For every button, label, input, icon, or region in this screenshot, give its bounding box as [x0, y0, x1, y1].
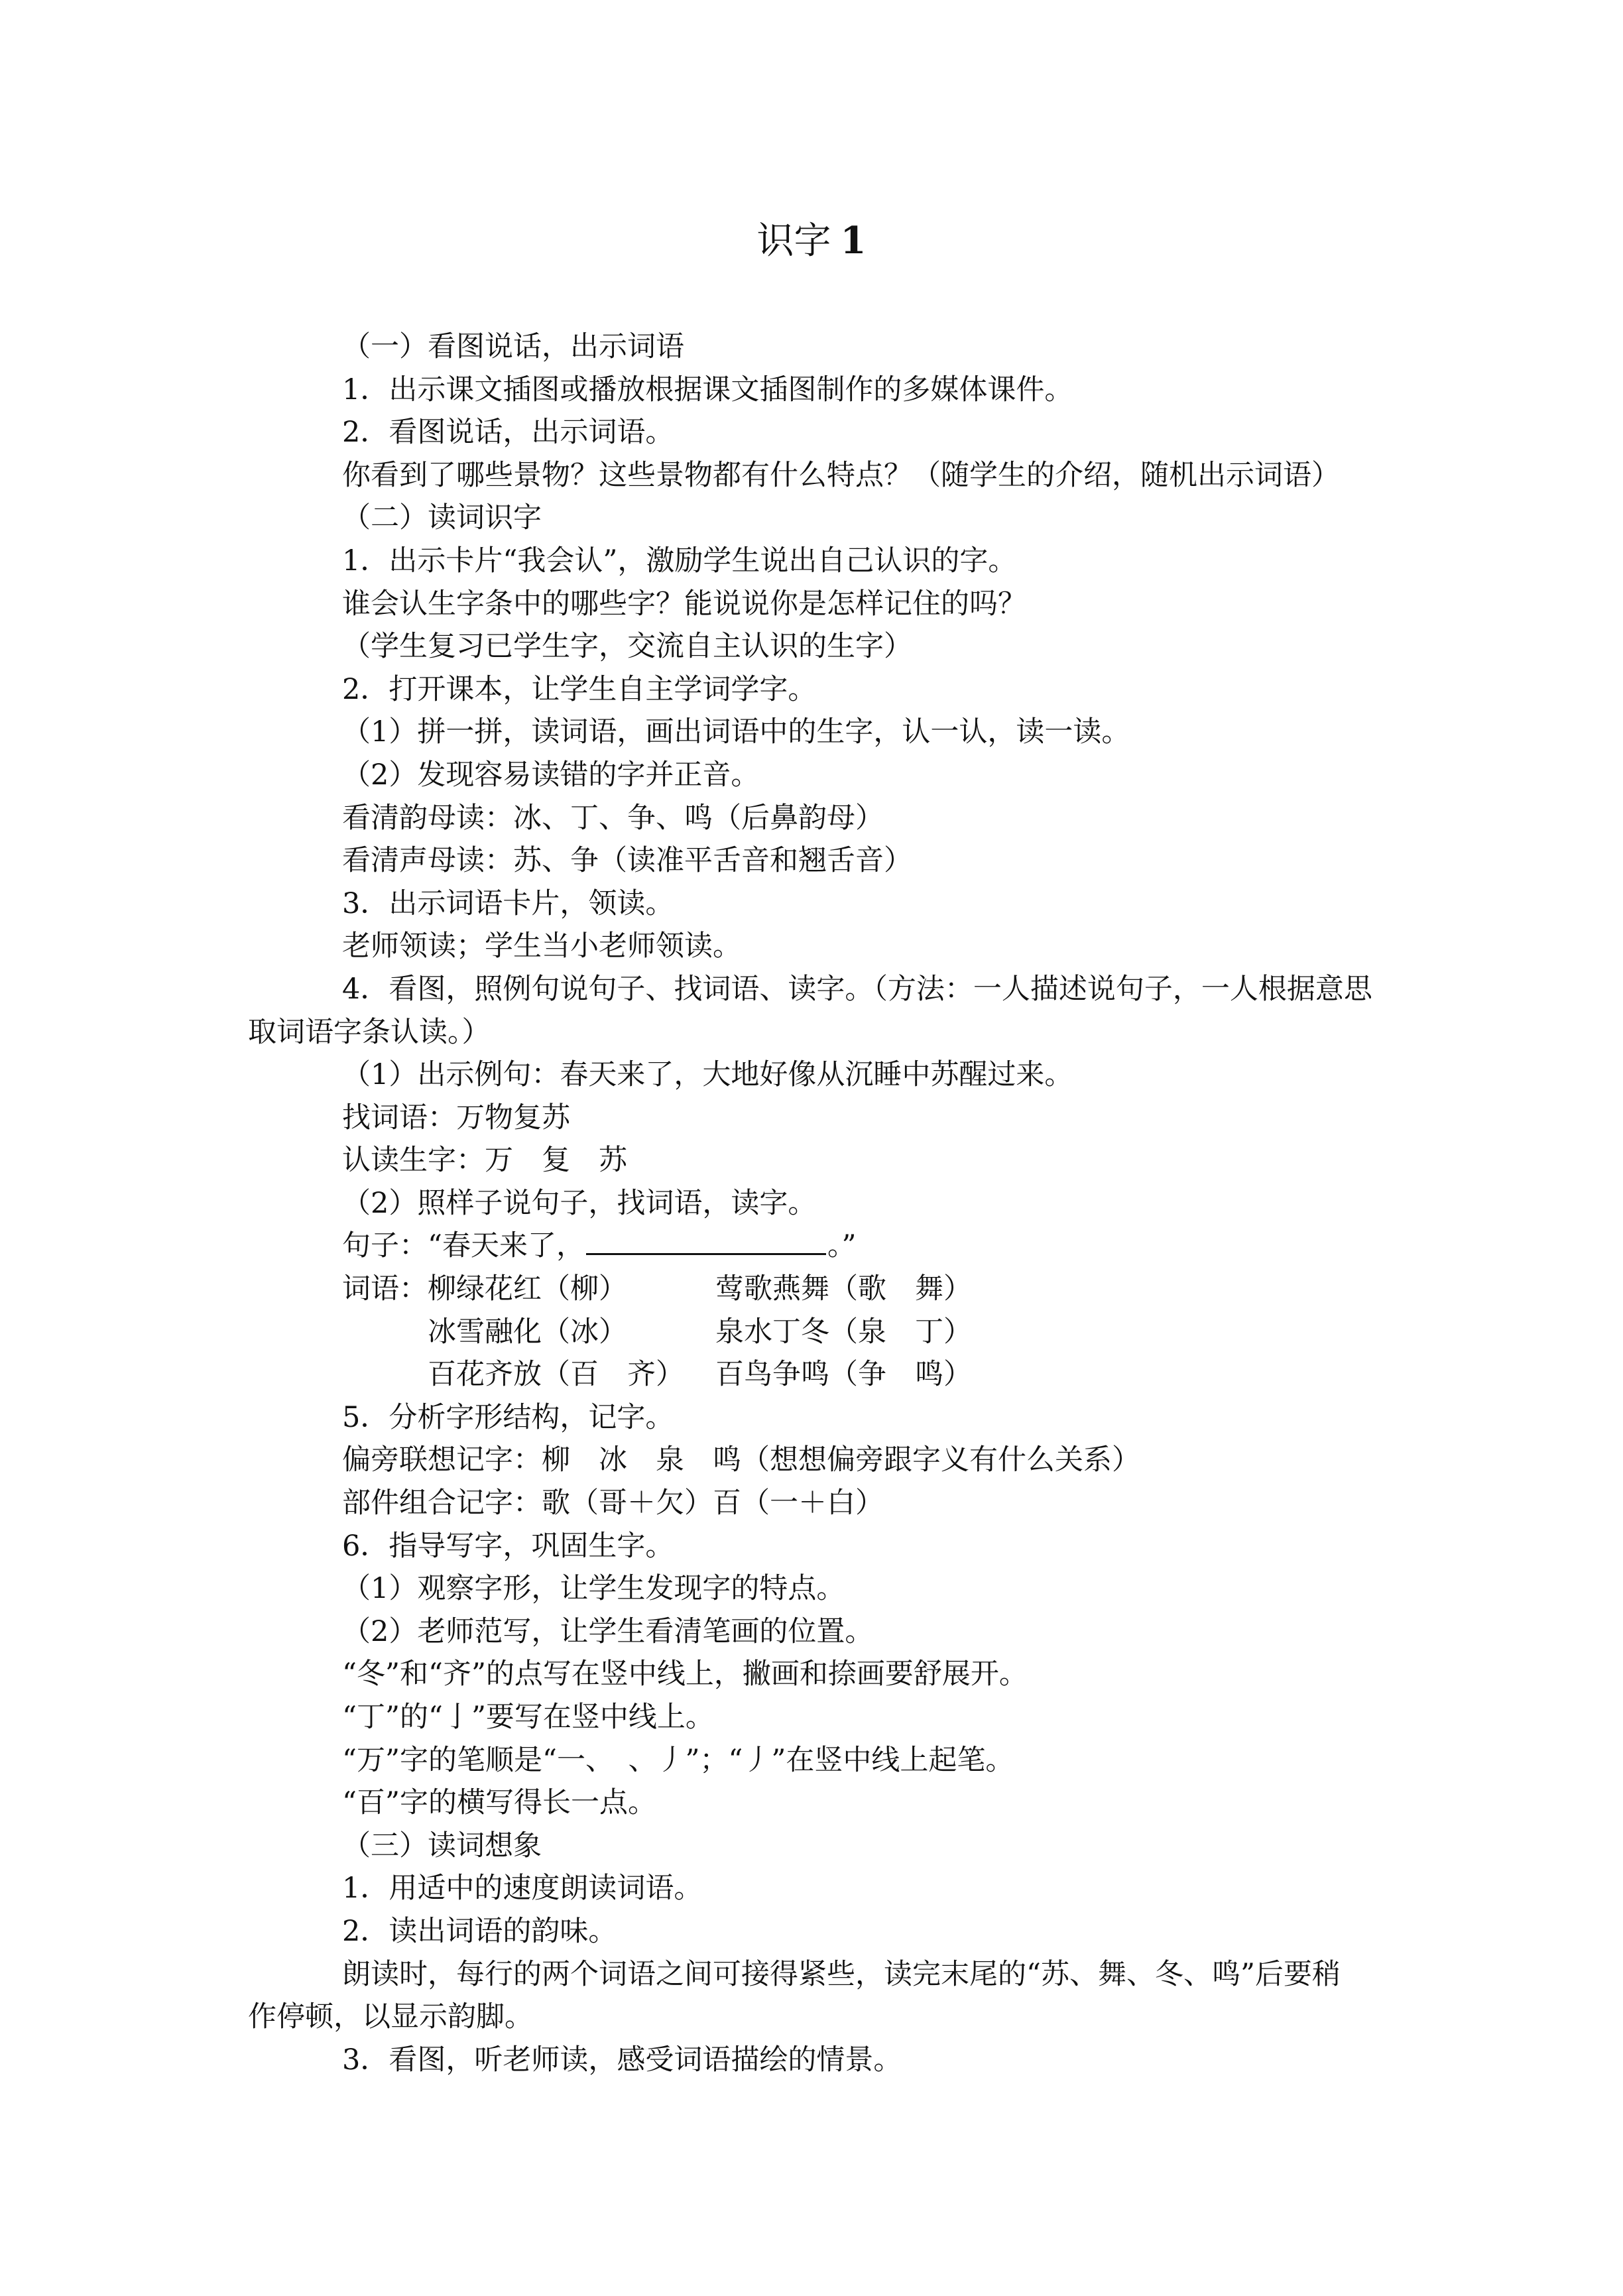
text-line: “万”字的笔顺是“一、 、丿”；“丿”在竖中线上起笔。 — [342, 1743, 1014, 1777]
text-line: 看清韵母读：冰、丁、争、鸣（后鼻韵母） — [342, 801, 884, 835]
text-line: 2．读出词语的韵味。 — [342, 1914, 617, 1948]
word-item: 百鸟争鸣（争 鸣） — [715, 1358, 972, 1392]
section-heading: （二）读词识字 — [342, 501, 542, 535]
text-line: （2）老师范写，让学生看清笔画的位置。 — [342, 1614, 874, 1648]
section-heading: （一）看图说话，出示词语 — [342, 330, 684, 363]
sentence-suffix: 。” — [827, 1229, 857, 1263]
text-line: 朗读时，每行的两个词语之间可接得紧些，读完末尾的“苏、舞、冬、鸣”后要稍 — [342, 1957, 1341, 1991]
text-line: 1．用适中的速度朗读词语。 — [342, 1872, 703, 1905]
word-item: 柳绿花红（柳） — [428, 1272, 627, 1306]
text-line: “百”字的横写得长一点。 — [342, 1786, 656, 1820]
text-line: 部件组合记字：歌（哥＋欠）百（一＋白） — [342, 1486, 884, 1520]
text-line: 2．看图说话，出示词语。 — [342, 416, 674, 450]
text-line: （1）拼一拼，读词语，画出词语中的生字，认一认，读一读。 — [342, 715, 1130, 749]
text-line: 1．出示课文插图或播放根据课文插图制作的多媒体课件。 — [342, 373, 1073, 406]
word-item: 百花齐放（百 齐） — [428, 1358, 684, 1392]
word-row — [248, 1353, 1415, 1396]
text-line: 你看到了哪些景物？这些景物都有什么特点？（随学生的介绍，随机出示词语） — [342, 458, 1340, 492]
text-line: 6．指导写字，巩固生字。 — [342, 1529, 674, 1563]
text-line: （1）观察字形，让学生发现字的特点。 — [342, 1572, 845, 1606]
document-body — [248, 326, 1415, 2081]
word-row — [248, 1268, 1415, 1311]
text-line-continued: 取词语字条认读。） — [248, 1015, 491, 1049]
title-label: 识字 — [756, 219, 831, 263]
text-line-continued: 作停顿，以显示韵脚。 — [248, 2000, 533, 2034]
page-title — [0, 217, 1623, 264]
section-heading: （三）读词想象 — [342, 1829, 542, 1862]
text-line: 认读生字：万 复 苏 — [342, 1144, 627, 1178]
text-line: 3．看图，听老师读，感受词语描绘的情景。 — [342, 2043, 902, 2077]
text-line: 看清声母读：苏、争（读准平舌音和翘舌音） — [342, 844, 912, 878]
text-line: 5．分析字形结构，记字。 — [342, 1400, 674, 1434]
word-item: 莺歌燕舞（歌 舞） — [715, 1272, 972, 1306]
text-line: （1）出示例句：春天来了，大地好像从沉睡中苏醒过来。 — [342, 1058, 1073, 1092]
text-line: （学生复习已学生字，交流自主认识的生字） — [342, 630, 912, 664]
text-line: 3．出示词语卡片，领读。 — [342, 886, 674, 920]
word-item: 冰雪融化（冰） — [428, 1315, 627, 1349]
text-line: 谁会认生字条中的哪些字？能说说你是怎样记住的吗？ — [342, 587, 1026, 621]
text-line: 4．看图，照例句说句子、找词语、读字。（方法：一人描述说句子，一人根据意思 — [342, 972, 1372, 1006]
text-line: （2）发现容易读错的字并正音。 — [342, 758, 760, 792]
sentence-line — [248, 1225, 1415, 1268]
words-label: 词语： — [342, 1272, 428, 1306]
text-line: “冬”和“齐”的点写在竖中线上，撇画和捺画要舒展开。 — [342, 1658, 1028, 1691]
text-line: 找词语：万物复苏 — [342, 1101, 570, 1134]
sentence-prefix: 句子：“春天来了， — [342, 1229, 585, 1263]
text-line: 偏旁联想记字：柳 冰 泉 鸣（想想偏旁跟字义有什么关系） — [342, 1443, 1140, 1477]
text-line: 1．出示卡片“我会认”，激励学生说出自己认识的字。 — [342, 544, 1017, 577]
text-line: 2．打开课本，让学生自主学词学字。 — [342, 672, 817, 706]
word-item: 泉水丁冬（泉 丁） — [715, 1315, 972, 1349]
text-line: 老师领读；学生当小老师领读。 — [342, 930, 741, 963]
title-number: 1 — [840, 219, 867, 263]
text-line: （2）照样子说句子，找词语，读字。 — [342, 1186, 817, 1220]
text-line: “丁”的“亅”要写在竖中线上。 — [342, 1701, 714, 1734]
word-row — [248, 1311, 1415, 1354]
fill-in-blank — [586, 1231, 826, 1255]
